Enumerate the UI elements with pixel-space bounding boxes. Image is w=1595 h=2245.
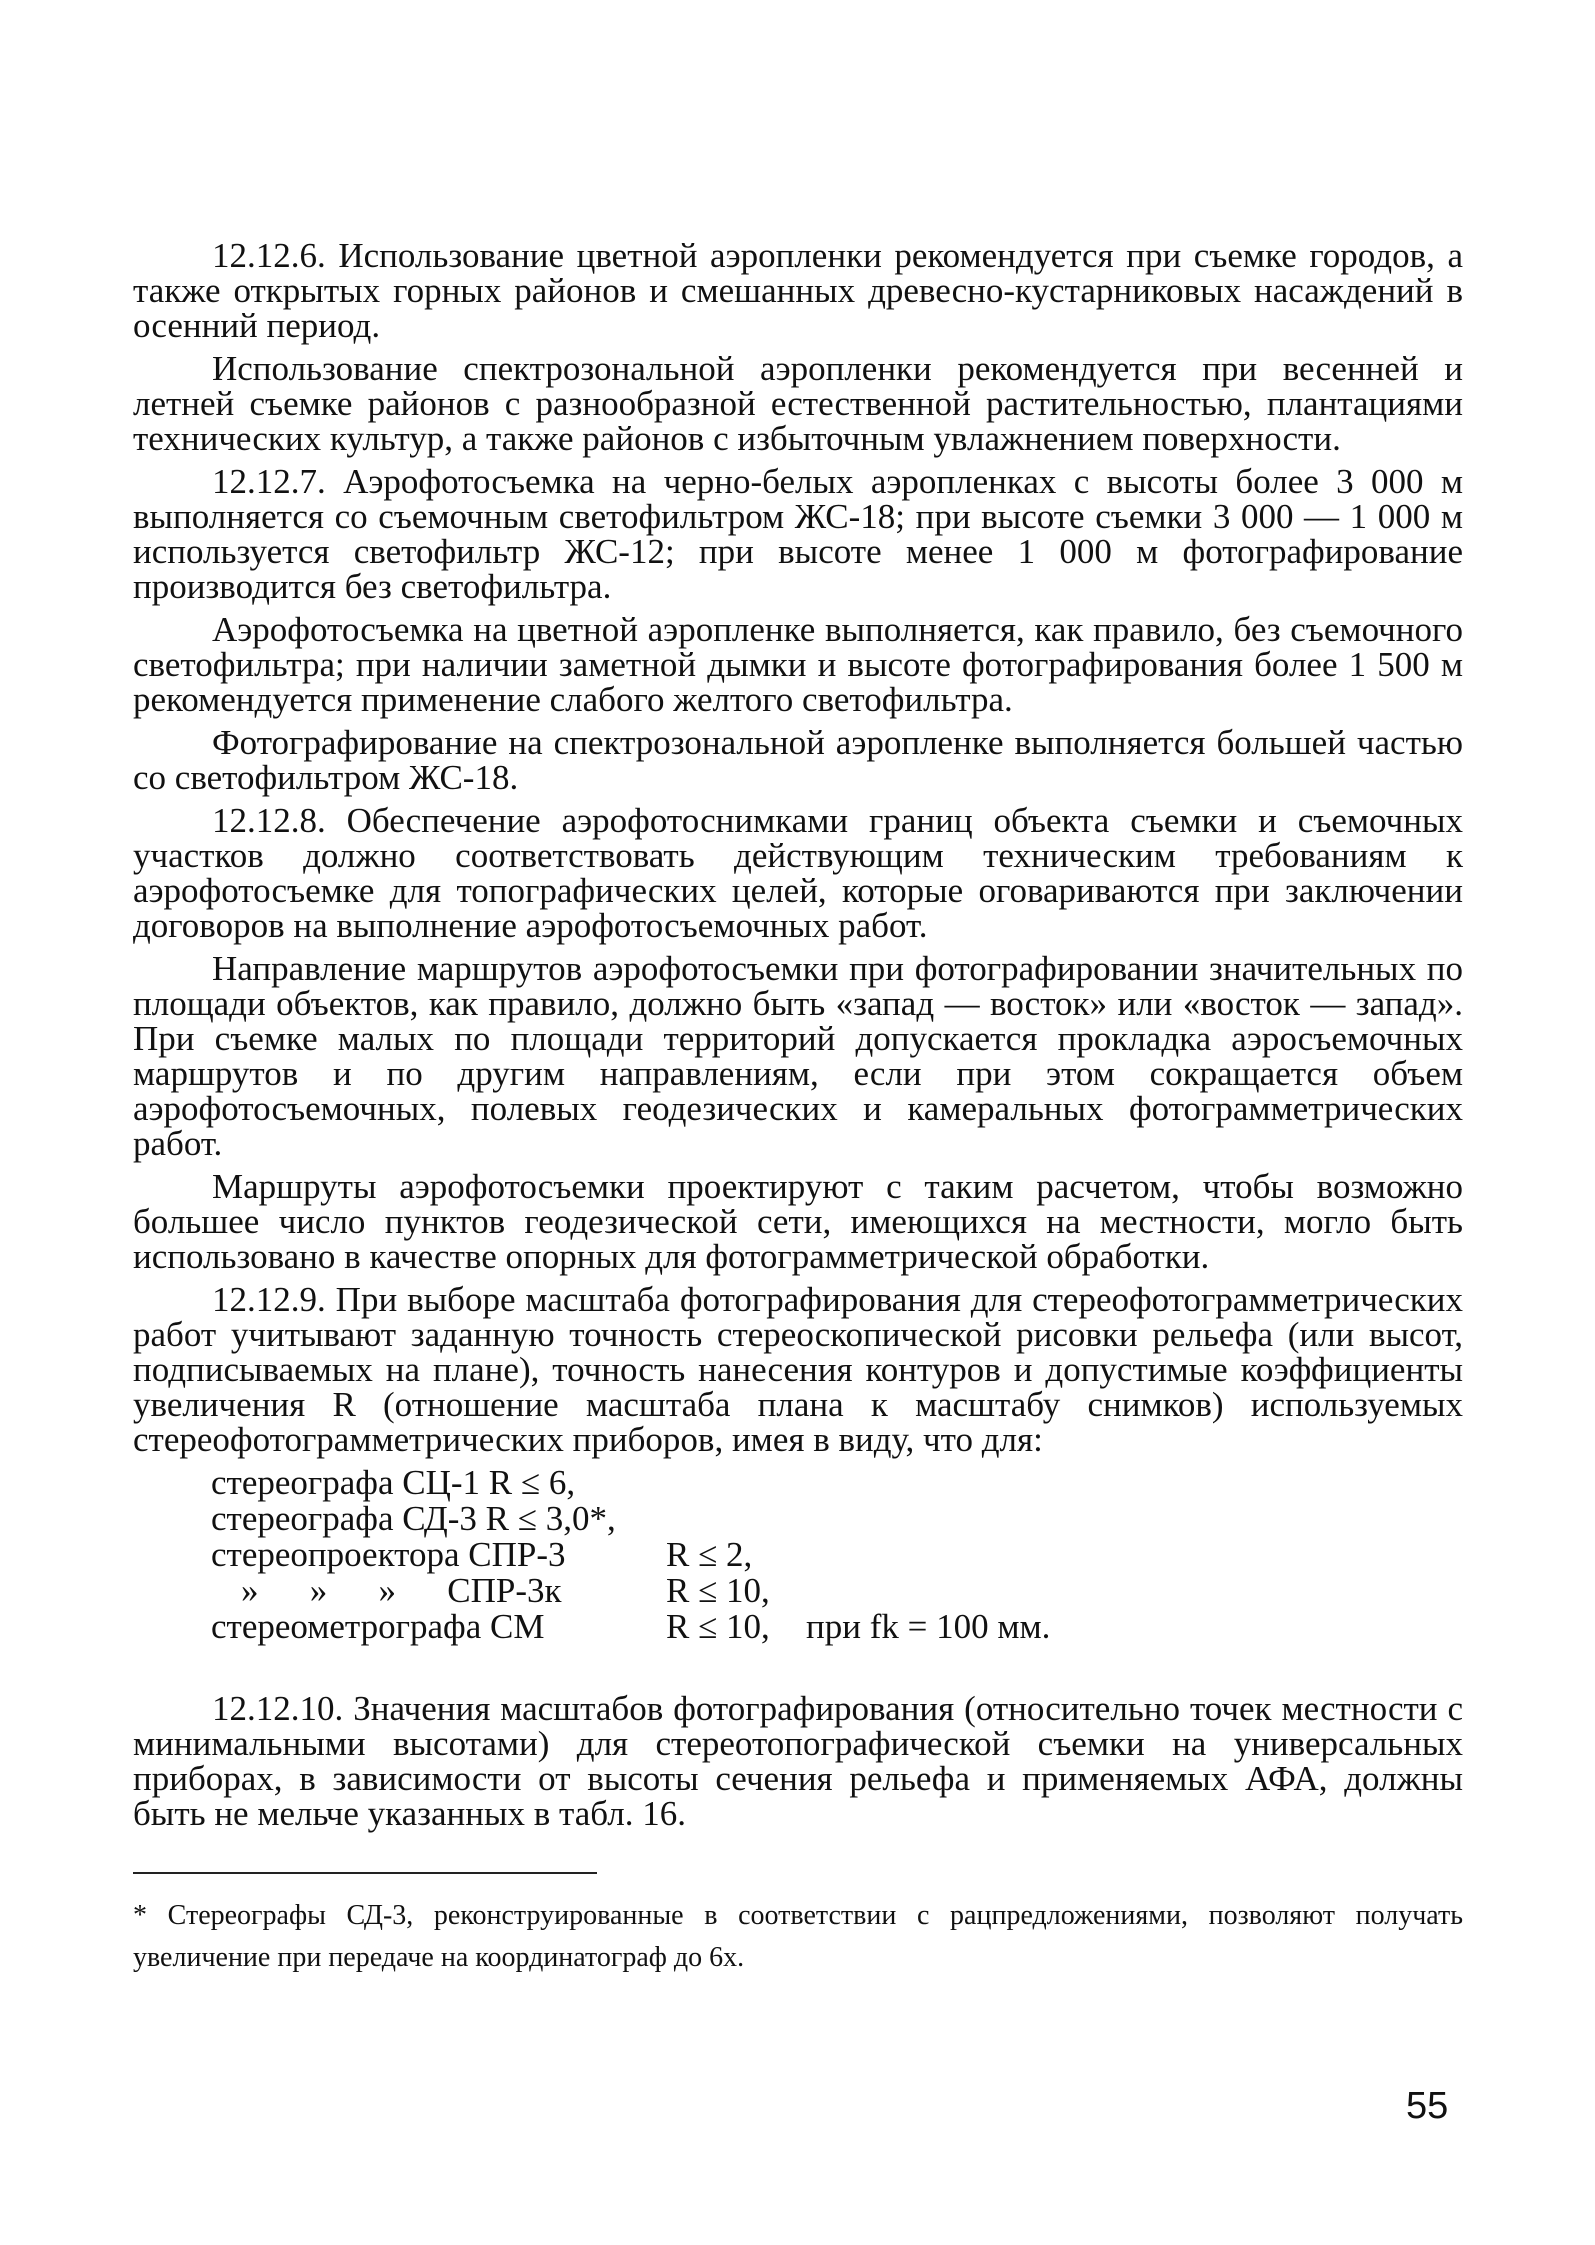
formula-row [211,1573,1463,1609]
paragraph-12-12-8: 12.12.8. Обеспечение аэрофотоснимками границ объекта съемки и съемочных участков должно соответствовать действующим техническим требованиям к аэрофотосъемке для топографических целей, которые оговариваются при заключении договоров на выполнение аэрофотосъемочных работ. [133,801,1463,945]
paragraph-12-12-10: 12.12.10. Значения масштабов фотографирования (относительно точек местности с минимальными высотами) для стереотопографической съемки на универсальных приборах, в зависимости от высоты сечения рельефа и применяемых АФА, должны быть не мельче указанных в табл. 16. [133,1689,1463,1833]
formula-value: R ≤ 10, [666,1571,770,1610]
formula-text: стереографа СЦ-1 R ≤ 6, [211,1463,576,1502]
paragraph-color-film-filter: Аэрофотосъемка на цветной аэропленке выполняется, как правило, без съемочного светофильтра; при наличии заметной дымки и высоте фотографирования более 1 500 м рекомендуется применение слабого желтого светофильтра. [133,610,1463,719]
formula-condition: при fk = 100 мм. [806,1607,1051,1646]
formula-text: стереографа СД-3 R ≤ 3,0*, [211,1499,616,1538]
body-text [133,238,1463,1839]
formula-label: СПР-3к [447,1571,562,1610]
formula-row [211,1501,1463,1537]
paragraph-route-direction: Направление маршрутов аэрофотосъемки при фотографировании значительных по площади объектов, как правило, должно быть «запад — восток» или «восток — запад». При съемке малых по площади территорий допускается прокладка аэросъемочных маршрутов и по другим направлениям, если при этом сокращается объем аэрофотосъемочных, полевых геодезических и камеральных фотограмметрических работ. [133,949,1463,1163]
ditto-mark: » [309,1571,328,1610]
instrument-ratio-list [211,1465,1463,1645]
page-number: 55 [1406,2085,1449,2127]
paragraph-spectrozonal-film: Использование спектрозональной аэропленки рекомендуется при весенней и летней съемке районов с разнообразной естественной растительностью, плантациями технических культур, а также районов с избыточным увлажнением поверхности. [133,349,1463,458]
footnote-divider [133,1872,597,1874]
formula-label: стереометрографа СМ [211,1607,545,1646]
formula-row [211,1537,1463,1573]
paragraph-12-12-7: 12.12.7. Аэрофотосъемка на черно-белых аэропленках с высоты более 3 000 м выполняется со съемочным светофильтром ЖС-18; при высоте съемки 3 000 — 1 000 м используется светофильтр ЖС-12; при высоте менее 1 000 м фотографирование производится без светофильтра. [133,462,1463,606]
ditto-marks [211,1573,666,1609]
paragraph-route-design: Маршруты аэрофотосъемки проектируют с таким расчетом, чтобы возможно большее число пунктов геодезической сети, имеющихся на местности, могло быть использовано в качестве опорных для фотограмметрической обработки. [133,1167,1463,1276]
ditto-mark: » [378,1571,396,1610]
paragraph-12-12-6: 12.12.6. Использование цветной аэропленки рекомендуется при съемке городов, а также открытых горных районов и смешанных древесно-кустарниковых насаждений в осенний период. [133,236,1463,345]
formula-row [211,1609,1463,1645]
ditto-mark: » [241,1571,259,1610]
paragraph-12-12-9: 12.12.9. При выборе масштаба фотографирования для стереофотограмметрических работ учитывают заданную точность стереоскопической рисовки рельефа (или высот, подписываемых на плане), точность нанесения контуров и допустимые коэффициенты увеличения R (отношение масштаба плана к масштабу снимков) используемых стереофотограмметрических приборов, имея в виду, что для: [133,1280,1463,1459]
paragraph-spectrozonal-filter: Фотографирование на спектрозональной аэропленке выполняется большей частью со светофильтром ЖС-18. [133,723,1463,797]
formula-label: стереопроектора СПР-3 [211,1535,566,1574]
footnote: * Стереографы СД-3, реконструированные в соответствии с рацпредложениями, позволяют получать увеличение при передаче на координатограф до 6х. [133,1900,1463,1973]
formula-value: R ≤ 2, [666,1535,753,1574]
formula-value: R ≤ 10, [666,1607,770,1646]
formula-row [211,1465,1463,1501]
